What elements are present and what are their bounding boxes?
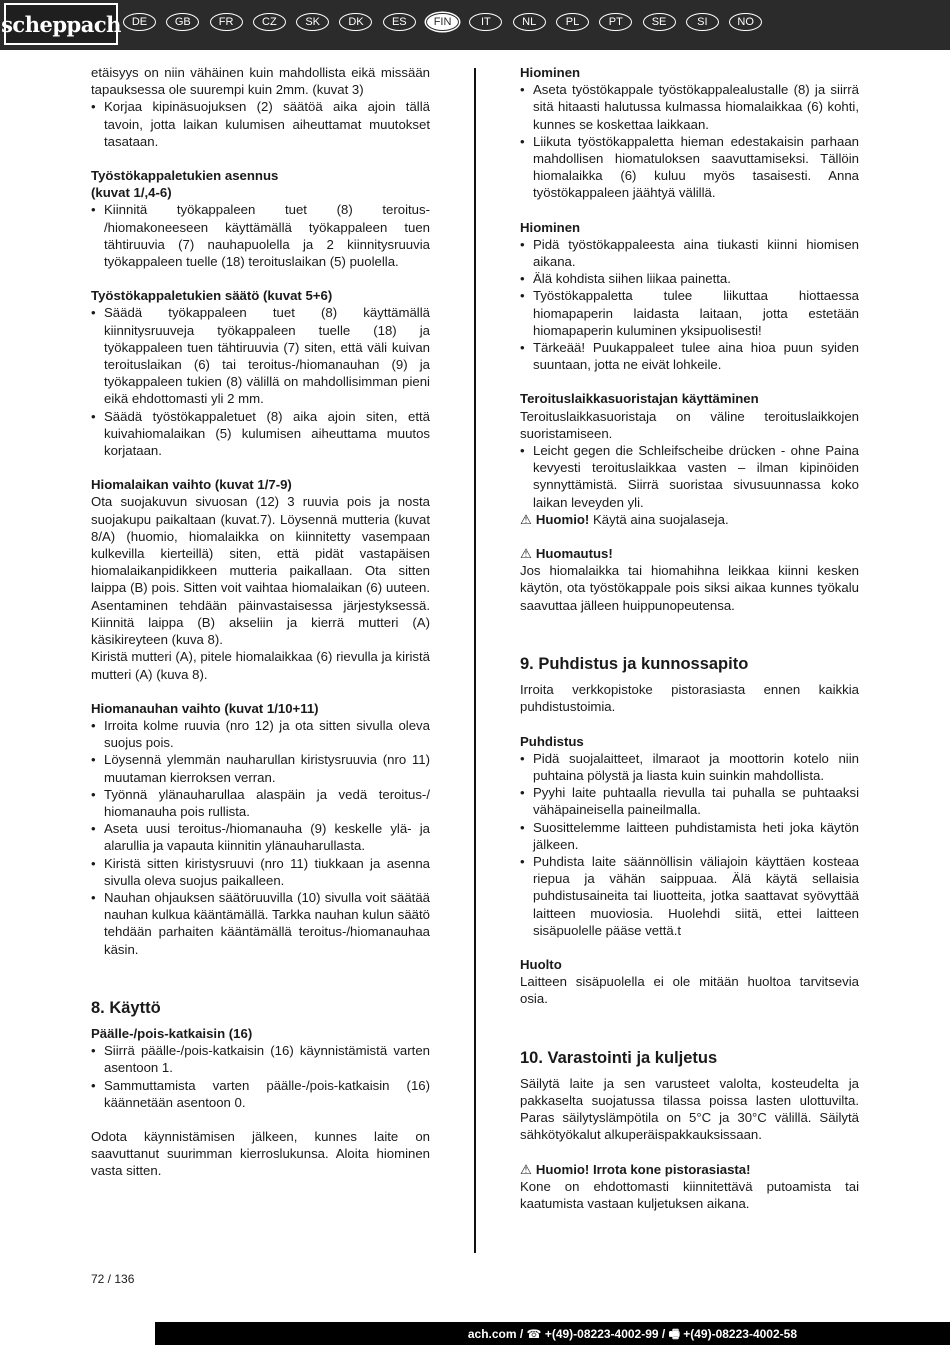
section-title: Hiominen (520, 219, 581, 235)
lang-pt[interactable]: PT (599, 13, 632, 31)
list-item: • Nauhan ohjauksen säätöruuvilla (10) sivulla voit säätää nauhan kulkua kääntämällä. Tarkka nauhan kulun säätö tehdään parhaiten kääntämällä teroitus-/hiomanauhaa käsin. (91, 889, 430, 958)
chapter-heading: 10. Varastointi ja kuljetus (520, 1048, 718, 1067)
chapter-heading: 9. Puhdistus ja kunnossapito (520, 654, 749, 673)
list-item: • Säädä työkappaleen tuet (8) käyttämällä kiinnitysruuveja työkappaleen tuelle (18) ja työkappaleen tuen tähtiruuvia (7) siten, että väli kuivan teroituslaikan (6) tai teroitus-/hiomanauhan (9) ja työkappaleen tukien (8) välillä on mahdollisimman pieni eikä ehdottomasti yli 2 mm. (91, 304, 430, 407)
list-item: • Pidä suojalaitteet, ilmaraot ja moottorin kotelo niin puhtaina pölystä ja liasta kuin suinkin mahdollista. (520, 750, 859, 784)
lang-fin[interactable]: FIN (426, 13, 459, 31)
list-item: • Suosittelemme laitteen puhdistamista heti joka käytön jälkeen. (520, 819, 859, 853)
list-item: • Irroita kolme ruuvia (nro 12) ja ota sitten sivulla oleva suojus pois. (91, 717, 430, 751)
list-item: • Liikuta työstökappaletta hieman edestakaisin parhaan mahdollisen hiomatuloksen saavuttamiseksi. Tällöin hiomalaikka (6) kuluu myös tasaisesti. Anna työstökappaleen jäähtyä välillä. (520, 133, 859, 202)
list-item: • Puhdista laite säännöllisin väliajoin käyttäen kosteaa riepua ja vähän saippuaa. Älä käytä sellaisia puhdistusaineita tai liuotteita, jotka saattavat syövyttää laitteen muoviosia. Huolehdi siitä, ettei laitteen sisäpuolelle pääse vettä.t (520, 853, 859, 939)
list-item: • Löysennä ylemmän nauharullan kiristysruuvia (nro 11) muutaman kierroksen verran. (91, 751, 430, 785)
page-number: 72 / 136 (91, 1272, 135, 1286)
list-item: • Leicht gegen die Schleifscheibe drücken - ohne Paina kevyesti teroituslaikkaa vasten – ilman kipinöiden synnyttämistä. Siirrä suoristaa sivusuunnassa koko laikan leveyden yli. (520, 442, 859, 511)
list-item: • Tärkeää! Puukappaleet tulee aina hioa puun syiden suuntaan, jotta ne eivät lohkeile. (520, 339, 859, 373)
list-item: • Työstökappaletta tulee liikuttaa hiottaessa hiomapaperin laidasta laitaan, jotta estetään hiomapaperin kuluminen yksipuolisesti! (520, 287, 859, 339)
paragraph: Säilytä laite ja sen varusteet valolta, kosteudelta ja pakkaselta suojatussa tilassa poissa lasten ulottuvilta. Paras säilytyslämpötila on 5°C ja 30°C välillä. Säilytä sähkötyökalut alkuperäispakkauksissaan. (520, 1075, 859, 1143)
lang-nl[interactable]: NL (513, 13, 546, 31)
paragraph: Ota suojakuvun sivuosan (12) 3 ruuvia pois ja nosta suojakupu paikaltaan (kuvat.7). Löysennä mutteria (kuvat 8/A) (huomio, hiomalaikka on kiinnitetty vasempaan kulkevilla kierteillä) siten, että pidät vastapäisen hiomalaikanpidikkeen mutteria paikallaan. Ota sitten laippa (B) pois. Sitten voit vaihtaa hiomalaikan (6) uuteen. Asentaminen tehdään päinvastaisessa järjestyksessä. Kiinnitä laippa (B) akseliin ja kierrä mutteri (A) käsikireyteen (kuva 8). (91, 494, 430, 648)
paragraph: Kiristä mutteri (A), pitele hiomalaikkaa (6) rievulla ja kiristä mutteri (A) (kuva 8). (91, 649, 430, 682)
section-title: Hiomanauhan vaihto (kuvat 1/10+11) (91, 700, 319, 716)
section-title: Hiomalaikan vaihto (kuvat 1/7-9) (91, 477, 292, 493)
section-title: Hiominen (520, 65, 581, 80)
lang-de[interactable]: DE (123, 13, 156, 31)
lang-si[interactable]: SI (686, 13, 719, 31)
section-title: Huolto (520, 956, 562, 972)
paragraph: Odota käynnistämisen jälkeen, kunnes laite on saavuttanut suurimman kierroslukunsa. Aloita hiominen vasta sitten. (91, 1128, 430, 1179)
notice-title-text: Huomautus! (535, 546, 613, 562)
lang-fr[interactable]: FR (210, 13, 243, 31)
header-bar (0, 0, 950, 50)
notice-title (520, 1161, 859, 1178)
section-title: Puhdistus (520, 733, 584, 749)
lang-se[interactable]: SE (643, 13, 676, 31)
warning-label: Huomio! (535, 511, 590, 527)
section-subtitle: (kuvat 1/,4-6) (91, 185, 172, 201)
list-item: • Aseta työstökappale työstökappalealustalle (8) ja siirrä sitä hitaasti halutussa kulmassa hiomalaikkaa (6) kohti, kunnes se koskettaa laikkaan. (520, 81, 859, 133)
section-title: Työstökappaletukien asennus (91, 168, 279, 184)
list-item: • Sammuttamista varten päälle-/pois-katkaisin (16) käännetään asentoon 0. (91, 1077, 430, 1111)
paragraph: Laitteen sisäpuolella ei ole mitään huoltoa tarvitsevia osia. (520, 974, 859, 1007)
list-item: • Siirrä päälle-/pois-katkaisin (16) käynnistämistä varten asentoon 1. (91, 1042, 430, 1076)
footer-contact: ach.com / ☎ +(49)-08223-4002-99 / 🖷 +(49)-08223-4002-58 (467, 1327, 797, 1341)
paragraph: Jos hiomalaikka tai hiomahihna leikkaa kiinni kesken käytön, ota työstökappale pois siksi aikaa kunnes työkalu saavuttaa jälleen huippunopeutensa. (520, 563, 859, 613)
logo-text: scheppach (1, 11, 121, 37)
section-title: Teroituslaikkasuoristajan käyttäminen (520, 391, 759, 407)
warning-icon: ⚠ (520, 546, 532, 562)
list-item: • Kiinnitä työkappaleen tuet (8) teroitus- /hiomakoneeseen käyttämällä työkappaleen tuen tähtiruuvia (7) nauhapuolella ja 2 kiinnitysruuvia työkappaleen tuelle (18) teroituslaikan (5) puolella. (91, 201, 430, 270)
section-title: Päälle-/pois-katkaisin (16) (91, 1025, 253, 1041)
lang-pl[interactable]: PL (556, 13, 589, 31)
warning-icon: ⚠ (520, 511, 532, 527)
list-item: • Aseta uusi teroitus-/hiomanauha (9) keskelle ylä- ja alarullia ja vapauta kiinnitin ylänauharullasta. (91, 820, 430, 854)
lang-es[interactable]: ES (383, 13, 416, 31)
column-divider (474, 68, 476, 1253)
lang-it[interactable]: IT (469, 13, 502, 31)
paragraph: Kone on ehdottomasti kiinnitettävä putoamista tai kaatumista vastaan kuljetuksen aikana. (520, 1178, 859, 1211)
brand-logo (1, 3, 121, 45)
list-item: • Älä kohdista siihen liikaa painetta. (520, 270, 859, 287)
chapter-heading: 8. Käyttö (91, 998, 161, 1017)
warning-text: Käytä aina suojalaseja. (589, 511, 729, 527)
intro-paragraph: etäisyys on niin vähäinen kuin mahdollista eikä missään tapauksessa ole suurempi kuin 2mm. (kuvat 3) (91, 65, 430, 98)
paragraph: Teroituslaikkasuoristaja on väline teroituslaikkojen suoristamiseen. (520, 408, 859, 441)
notice-title-text: Huomio! Irrota kone pistorasiasta! (535, 1161, 751, 1177)
list-item: • Työnnä ylänauharullaa alaspäin ja vedä teroitus-/ hiomanauha pois rullista. (91, 786, 430, 820)
language-selector (123, 13, 772, 31)
lang-no[interactable]: NO (729, 13, 762, 31)
lang-dk[interactable]: DK (339, 13, 372, 31)
list-item: • Kiristä sitten kiristysruuvi (nro 11) tiukkaan ja asenna sivulla oleva suojus paikalleen. (91, 855, 430, 889)
right-column (520, 64, 859, 1212)
warning-icon: ⚠ (520, 1161, 532, 1177)
lang-gb[interactable]: GB (166, 13, 199, 31)
notice-title (520, 545, 859, 562)
list-item: • Säädä työstökappaletuet (8) aika ajoin siten, että kuivahiomalaikan (5) kulumisen aiheuttama muutos korjataan. (91, 408, 430, 460)
lang-sk[interactable]: SK (296, 13, 329, 31)
list-item: • Pidä työstökappaleesta aina tiukasti kiinni hiomisen aikana. (520, 236, 859, 270)
list-item: • Pyyhi laite puhtaalla rievulla tai puhalla se puhtaaksi vähäpaineisella paineilmalla. (520, 784, 859, 818)
lang-cz[interactable]: CZ (253, 13, 286, 31)
warning-line (520, 511, 859, 528)
left-column (91, 64, 430, 1180)
paragraph: Irroita verkkopistoke pistorasiasta ennen kaikkia puhdistustoimia. (520, 682, 859, 715)
intro-list-item: • Korjaa kipinäsuojuksen (2) säätöä aika ajoin tällä tavoin, jotta laikan kulumisen aiheuttamat muutokset tasataan. (91, 98, 430, 150)
section-title: Työstökappaletukien säätö (kuvat 5+6) (91, 288, 333, 304)
